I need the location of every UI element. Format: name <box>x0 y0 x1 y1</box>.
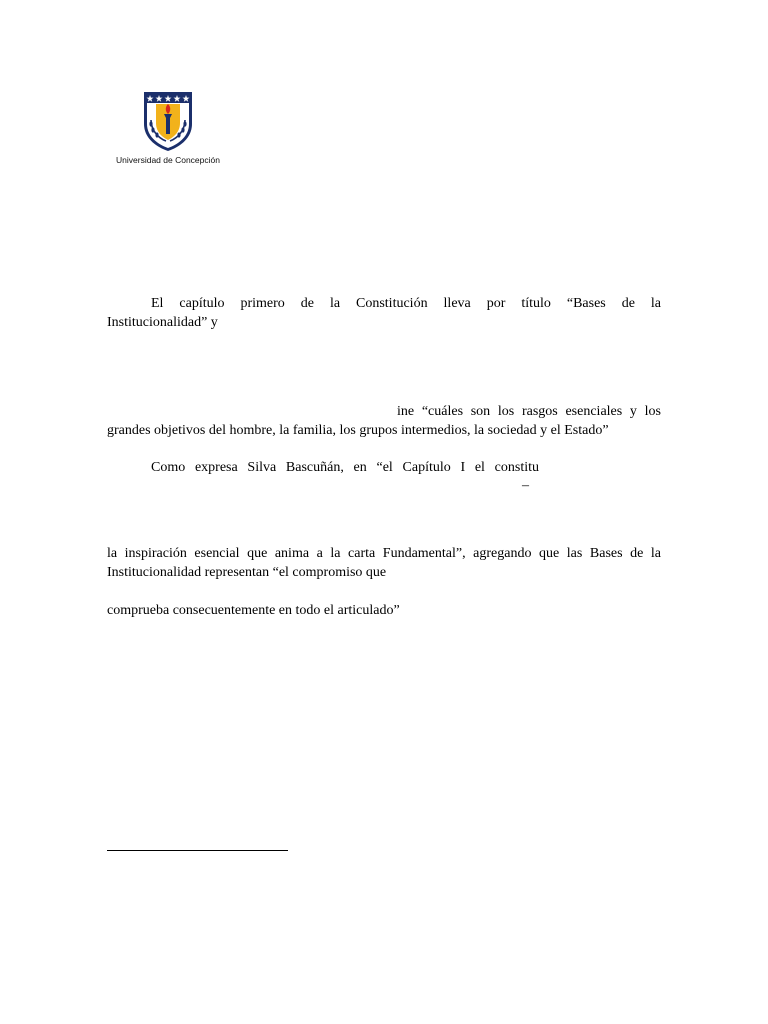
paragraph-1-line-2: Institucionalidad” y <box>107 315 218 330</box>
paragraph-5-line-1: comprueba consecuentemente en todo el articulado” <box>107 603 400 618</box>
paragraph-3-dash: – <box>522 478 529 493</box>
university-name: Universidad de Concepción <box>116 155 220 165</box>
paragraph-1-line-1: El capítulo primero de la Constitución lleva por título “Bases de la <box>151 296 661 311</box>
paragraph-2-line-2: grandes objetivos del hombre, la familia, los grupos intermedios, la sociedad y el Estado” <box>107 423 609 438</box>
paragraph-3-line-1: Como expresa Silva Bascuñán, en “el Capítulo I el constitu <box>151 460 539 475</box>
paragraph-4 <box>107 544 661 582</box>
paragraph-4-line-2: Institucionalidad representan “el compromiso que <box>107 565 387 580</box>
paragraph-2-fragment: ine “cuáles son los rasgos esenciales y los <box>397 404 661 419</box>
university-logo <box>108 90 228 165</box>
footnote-separator <box>107 850 288 851</box>
university-crest-icon <box>142 90 194 152</box>
paragraph-4-line-1: la inspiración esencial que anima a la carta Fundamental”, agregando que las Bases de la <box>107 546 661 561</box>
paragraph-1 <box>107 294 661 332</box>
